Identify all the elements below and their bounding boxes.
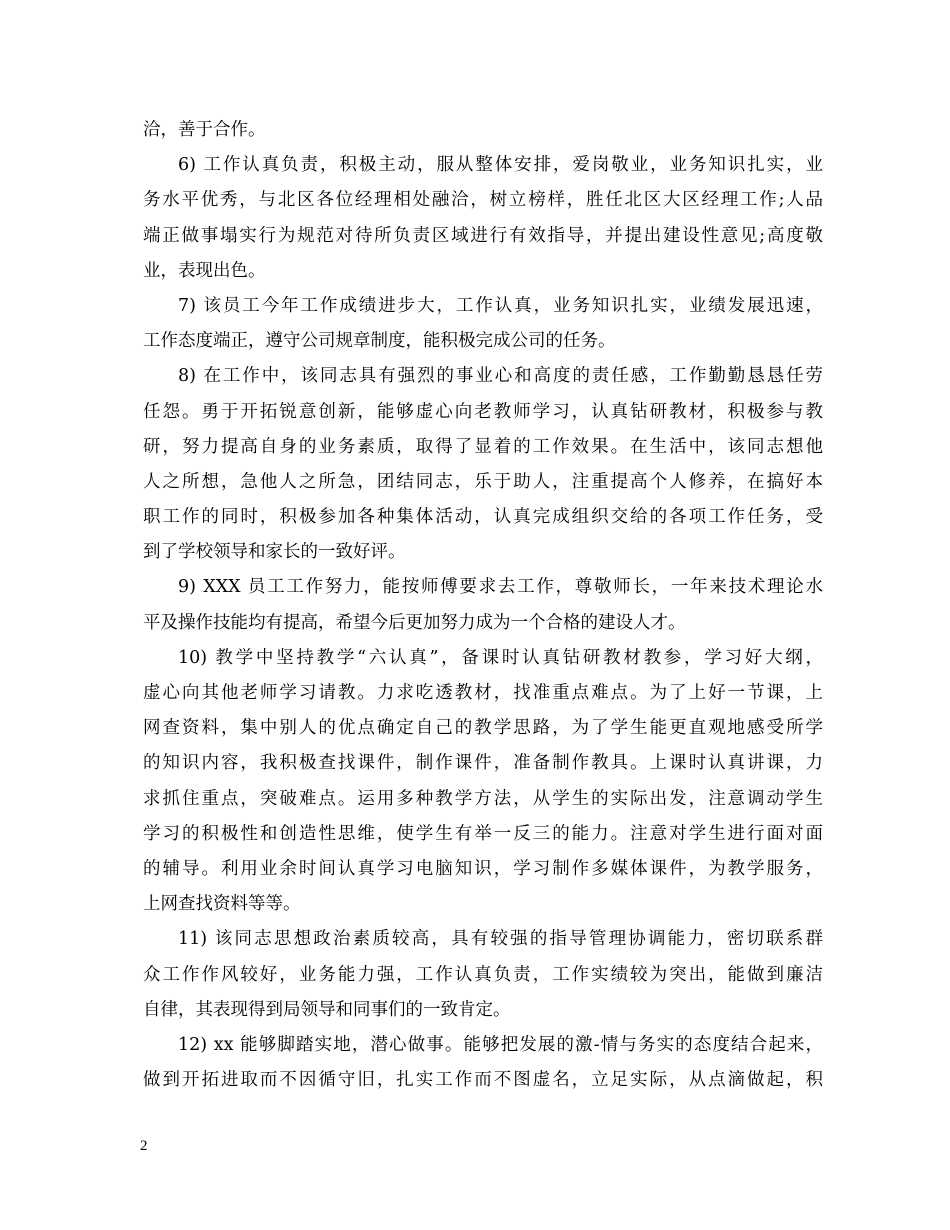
text-line: 6) 工作认真负责，积极主动，服从整体安排，爱岗敬业，业务知识扎实，业: [178, 155, 823, 176]
text-line: 众工作作风较好，业务能力强，工作认真负责，工作实绩较为突出，能做到廉洁: [143, 964, 823, 985]
text-line: 人之所想，急他人之所急，团结同志，乐于助人，注重提高个人修养，在搞好本: [143, 471, 823, 492]
text-line: 职工作的同时，积极参加各种集体活动，认真完成组织交给的各项工作任务，受: [143, 507, 823, 528]
text-line: 研，努力提高自身的业务素质，取得了显着的工作效果。在生活中，该同志想他: [143, 436, 823, 457]
text-line: 10) 教学中坚持教学“六认真”，备课时认真钻研教材教参，学习好大纲，: [178, 647, 823, 668]
text-line: 的知识内容，我积极查找课件，制作课件，准备制作教具。上课时认真讲课，力: [143, 753, 823, 774]
text-line: 上网查找资料等等。: [143, 894, 301, 915]
text-line: 8) 在工作中，该同志具有强烈的事业心和高度的责任感，工作勤勤恳恳任劳: [178, 366, 823, 387]
text-line: 虚心向其他老师学习请教。力求吃透教材，找准重点难点。为了上好一节课，上: [143, 683, 823, 703]
text-line: 自律，其表现得到局领导和同事们的一致肯定。: [143, 999, 511, 1020]
text-line: 业，表现出色。: [143, 260, 266, 281]
text-line: 端正做事塌实行为规范对待所负责区域进行有效指导，并提出建设性意见;高度敬: [143, 225, 823, 246]
text-line: 的辅导。利用业余时间认真学习电脑知识，学习制作多媒体课件，为教学服务，: [143, 858, 823, 879]
text-line: 任怨。勇于开拓锐意创新，能够虚心向老教师学习，认真钻研教材，积极参与教: [143, 401, 823, 422]
text-line: 网查资料，集中别人的优点确定自己的教学思路，为了学生能更直观地感受所学: [143, 718, 823, 739]
text-line: 务水平优秀，与北区各位经理相处融洽，树立榜样，胜任北区大区经理工作;人品: [143, 190, 823, 211]
text-line: 11) 该同志思想政治素质较高，具有较强的指导管理协调能力，密切联系群: [178, 929, 823, 950]
text-line: 求抓住重点，突破难点。运用多种教学方法，从学生的实际出发，注意调动学生: [143, 788, 823, 809]
text-line: 做到开拓进取而不因循守旧，扎实工作而不图虚名，立足实际，从点滴做起，积: [143, 1070, 823, 1091]
document-body: [143, 113, 823, 1098]
text-line: 平及操作技能均有提高，希望今后更加努力成为一个合格的建设人才。: [143, 612, 686, 633]
text-line: 到了学校领导和家长的一致好评。: [143, 542, 406, 563]
text-line: 9) XXX 员工工作努力，能按师傅要求去工作，尊敬师长，一年来技术理论水: [178, 577, 823, 598]
page-number: 2: [140, 1138, 148, 1154]
text-line: 工作态度端正，遵守公司规章制度，能积极完成公司的任务。: [143, 331, 616, 352]
text-line: 7) 该员工今年工作成绩进步大，工作认真，业务知识扎实，业绩发展迅速，: [178, 295, 823, 316]
text-line: 12) xx 能够脚踏实地，潜心做事。能够把发展的激-情与务实的态度结合起来，: [178, 1034, 823, 1055]
text-line: 洽，善于合作。: [143, 120, 266, 140]
text-line: 学习的积极性和创造性思维，使学生有举一反三的能力。注意对学生进行面对面: [143, 823, 823, 844]
